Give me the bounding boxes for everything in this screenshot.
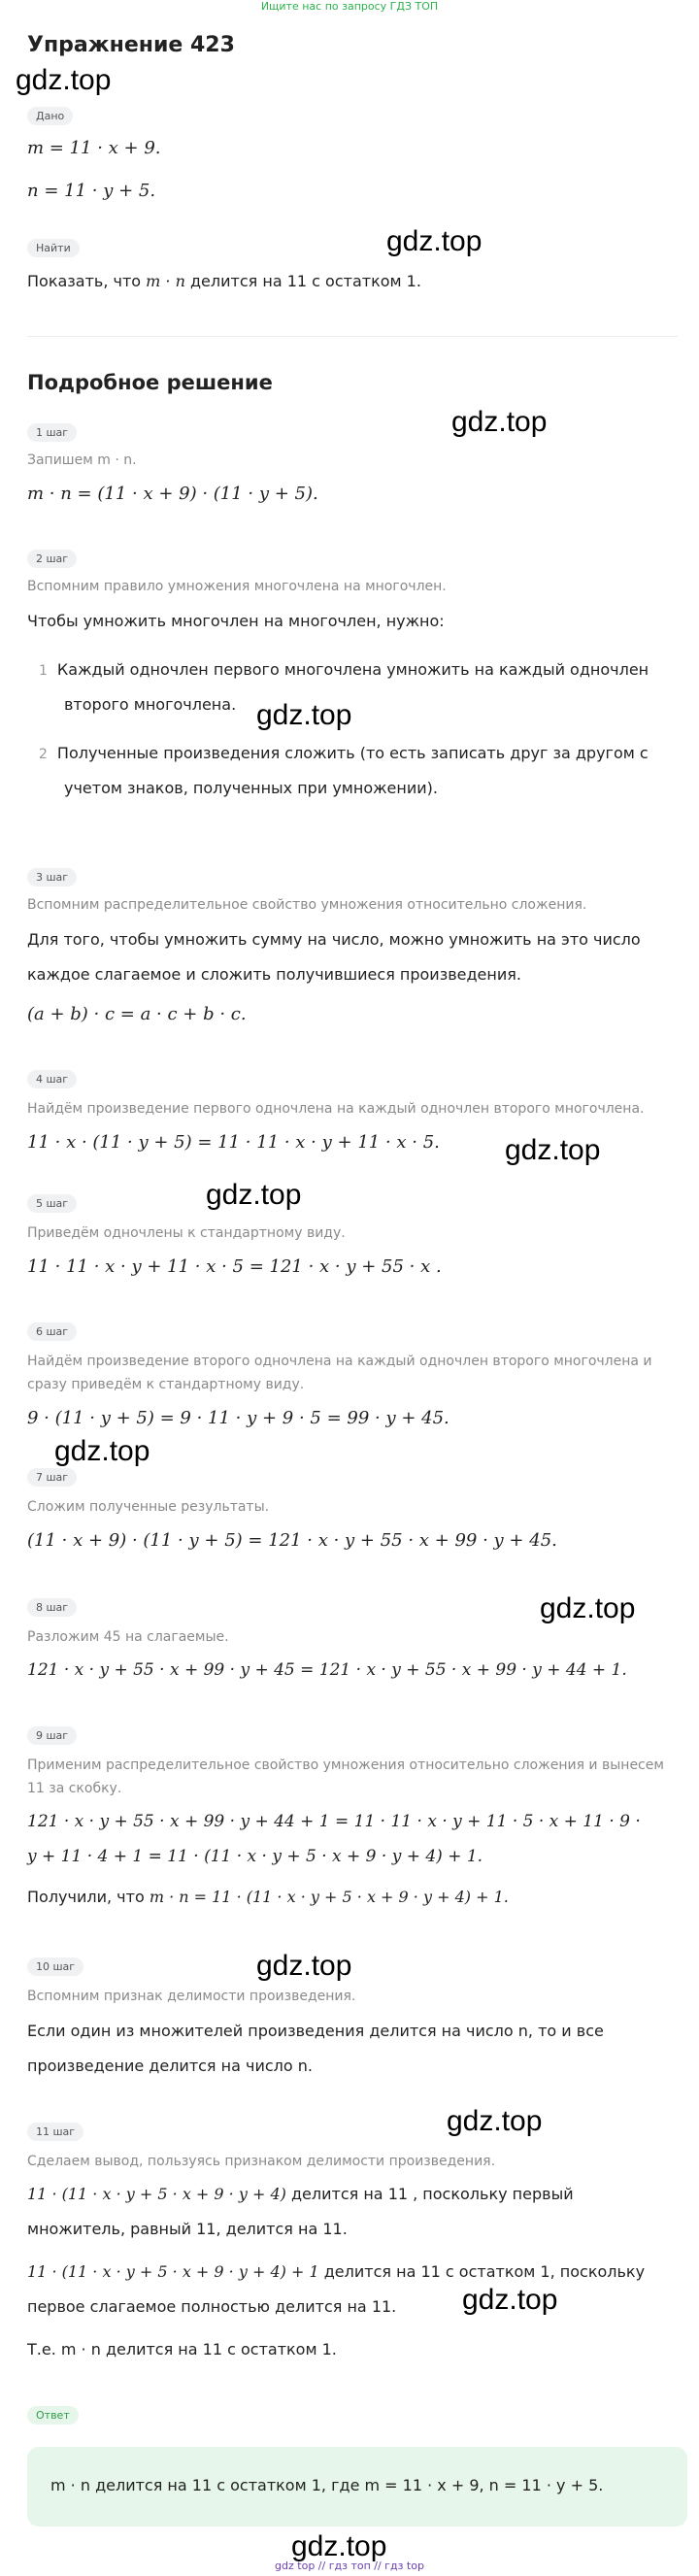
given-badge: Дано [27, 107, 73, 125]
inline-math: 11 · (11 · x · y + 5 · x + 9 · y + 4) + 1 [27, 2262, 319, 2281]
watermark: gdz.top [256, 699, 352, 731]
step-badge: 2 шаг [27, 550, 77, 568]
given-m: m = 11 · x + 9. [27, 138, 161, 158]
step-conclusion: Т.е. m · n делится на 11 с остатком 1. [27, 2340, 337, 2359]
watermark: gdz.top [256, 1950, 352, 1982]
step-badge: 4 шаг [27, 1070, 77, 1088]
step-badge: 6 шаг [27, 1322, 77, 1341]
step-badge: 1 шаг [27, 423, 77, 442]
list-line: Каждый одночлен первого многочлена умножить на каждый одночлен [56, 660, 649, 679]
step-math: (11 · x + 9) · (11 · y + 5) = 121 · x · y + 55 · x + 99 · y + 45. [27, 1530, 557, 1551]
step-math: m · n = (11 · x + 9) · (11 · y + 5). [27, 484, 318, 504]
step-text: каждое слагаемое и сложить получившиеся произведения. [27, 965, 521, 984]
find-text-b: делится на 11 с остатком 1. [184, 272, 421, 290]
find-expr: m · n [146, 272, 185, 290]
answer-badge: Ответ [27, 2406, 79, 2425]
watermark: gdz.top [386, 225, 483, 257]
find-badge-wrap [27, 237, 80, 257]
watermark: gdz.top [54, 1435, 150, 1467]
step-note: Вспомним правило умножения многочлена на многочлен. [27, 579, 447, 594]
step-badge: 10 шаг [27, 1957, 83, 1976]
step-math: 11 · x · (11 · y + 5) = 11 · 11 · x · y + 11 · x · 5. [27, 1132, 440, 1153]
step-math: 121 · x · y + 55 · x + 99 · y + 44 + 1 = 11 · 11 · x · y + 11 · 5 · x + 11 · 9 · [27, 1812, 641, 1831]
step-badge: 11 шаг [27, 2123, 83, 2141]
step-note: Сложим полученные результаты. [27, 1499, 270, 1515]
step-text: Для того, чтобы умножить сумму на число, можно умножить на это число [27, 930, 641, 949]
step-badge: 3 шаг [27, 868, 77, 887]
watermark: gdz.top [447, 2105, 543, 2137]
step-note: Вспомним признак делимости произведения. [27, 1989, 356, 2004]
step-note: Найдём произведение первого одночлена на каждый одночлен второго многочлена. [27, 1101, 645, 1117]
find-text [27, 272, 421, 290]
step-text [27, 2262, 645, 2281]
footer-links[interactable]: gdz top // гдз топ // гдз top [275, 2559, 424, 2572]
step-badge: 5 шаг [27, 1194, 77, 1213]
watermark: gdz.top [462, 2284, 558, 2316]
step-note: Вспомним распределительное свойство умножения относительно сложения. [27, 897, 587, 913]
list-number: 1 [39, 663, 48, 679]
text: делится на 11 , поскольку первый [285, 2185, 574, 2203]
inline-math: 11 · (11 · x · y + 5 · x + 9 · y + 4) [27, 2185, 286, 2203]
step-text [27, 2185, 574, 2203]
step-note: Разложим 45 на слагаемые. [27, 1629, 229, 1645]
inline-math: m · n = 11 · (11 · x · y + 5 · x + 9 · y + 4) + 1. [149, 1888, 509, 1906]
step-text: Если один из множителей произведения делится на число n, то и все [27, 2022, 604, 2040]
top-banner[interactable]: Ищите нас по запросу ГДЗ ТОП [260, 0, 439, 13]
step-math: (a + b) · c = a · c + b · c. [27, 1004, 247, 1024]
step-badge: 7 шаг [27, 1468, 77, 1487]
step-math: 121 · x · y + 55 · x + 99 · y + 45 = 121 · x · y + 55 · x + 99 · y + 44 + 1. [27, 1660, 627, 1680]
step-conclusion [27, 1888, 509, 1906]
step-math: y + 11 · 4 + 1 = 11 · (11 · x · y + 5 · x + 9 · y + 4) + 1. [27, 1847, 483, 1866]
step-math: 11 · 11 · x · y + 11 · x · 5 = 121 · x · y + 55 · x . [27, 1256, 442, 1277]
step-note: Запишем m · n. [27, 452, 137, 468]
watermark: gdz.top [206, 1179, 302, 1211]
list-line: второго многочлена. [64, 695, 237, 714]
answer-text: m · n делится на 11 с остатком 1, где m = 11 · x + 9, n = 11 · y + 5. [50, 2476, 604, 2494]
solution-title: Подробное решение [27, 371, 273, 394]
step-note: Найдём произведение второго одночлена на каждый одночлен второго многочлена и [27, 1354, 652, 1369]
watermark: gdz.top [505, 1134, 601, 1166]
step-text: множитель, равный 11, делится на 11. [27, 2220, 348, 2238]
list-item [39, 744, 649, 762]
page-title: Упражнение 423 [27, 33, 235, 57]
list-number: 2 [39, 747, 48, 762]
step-badge: 8 шаг [27, 1598, 77, 1617]
step-text: Чтобы умножить многочлен на многочлен, нужно: [27, 612, 445, 630]
watermark: gdz.top [16, 64, 112, 96]
given-badge-wrap [27, 105, 73, 125]
step-note: 11 за скобку. [27, 1781, 122, 1796]
given-n: n = 11 · y + 5. [27, 181, 156, 201]
step-math: 9 · (11 · y + 5) = 9 · 11 · y + 9 · 5 = 99 · y + 45. [27, 1408, 449, 1428]
text: Получили, что [27, 1888, 150, 1906]
step-text: произведение делится на число n. [27, 2057, 313, 2075]
step-badge: 9 шаг [27, 1726, 77, 1745]
list-line: Полученные произведения сложить (то есть записать друг за другом с [56, 744, 649, 762]
find-text-a: Показать, что [27, 272, 147, 290]
step-note: Сделаем вывод, пользуясь признаком делимости произведения. [27, 2154, 496, 2169]
step-note: Приведём одночлены к стандартному виду. [27, 1225, 346, 1241]
step-note: Применим распределительное свойство умножения относительно сложения и вынесем [27, 1757, 664, 1773]
watermark: gdz.top [291, 2530, 387, 2562]
step-note: сразу приведём к стандартному виду. [27, 1377, 305, 1392]
list-item [39, 660, 649, 679]
watermark: gdz.top [451, 406, 548, 438]
list-line: учетом знаков, полученных при умножении). [64, 779, 438, 797]
step-text: первое слагаемое полностью делится на 11. [27, 2297, 397, 2316]
find-badge: Найти [27, 239, 80, 257]
watermark: gdz.top [540, 1592, 636, 1624]
divider [27, 336, 678, 337]
text: делится на 11 с остатком 1, поскольку [318, 2262, 646, 2281]
